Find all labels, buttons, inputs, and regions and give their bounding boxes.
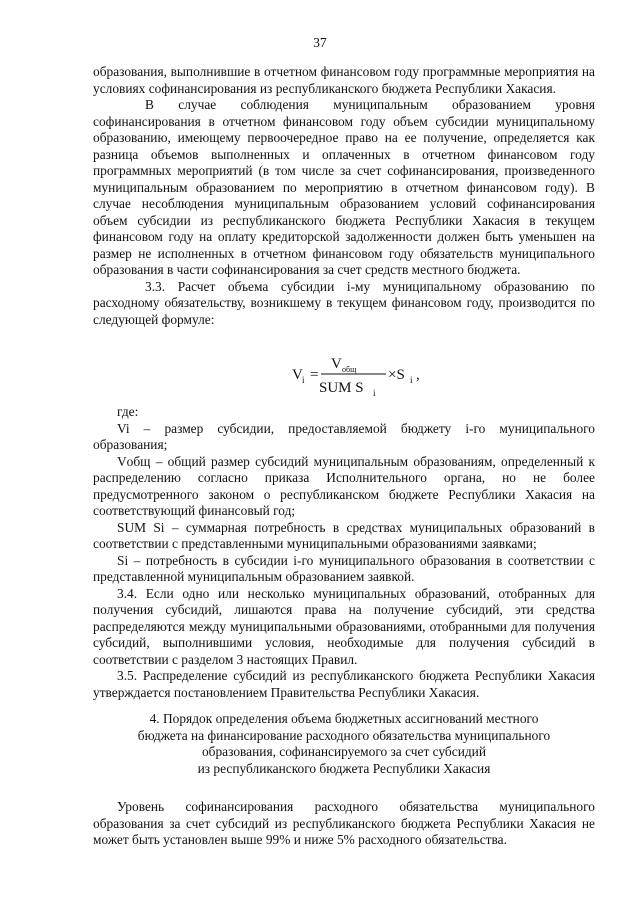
closing-block (93, 799, 595, 849)
formula-tail: , (416, 367, 420, 383)
section-4-heading (93, 711, 595, 777)
svg-text:=: = (310, 367, 319, 383)
definitions-block (93, 404, 595, 701)
paragraph-cofinancing-level: Уровень софинансирования расходного обязательства муниципального образования за счет субсидий из республиканского бюджета Республики Хакасия не может быть установлен выше 99% и ниже 5% расходного обязательства. (93, 799, 595, 847)
paragraph-cofinancing: В случае соблюдения муниципальным образованием уровня софинансирования в отчетном финансовом году объем субсидии муниципальному образованию, имеющему первоочередное право на ее получение, определяется как разница объемов выполненных и оплаченных в отчетном финансовом году программных мероприятий (в том числе за счет софинансирования, произведенного муниципальным образованием по мероприятию в отчетном финансовом году). В случае несоблюдения муниципальным образованием условий софинансирования объем субсидии из республиканского бюджета Республики Хакасия в текущем финансовом году на оплату кредиторской задолженности должен быть уменьшен на размер не исполненных в отчетном финансовом году обязательств муниципального образования в части софинансирования за счет средств местного бюджета. (93, 97, 595, 277)
paragraph-3-3: 3.3. Расчет объема субсидии i-му муниципальному образованию по расходному обязательству, возникшему в текущем финансовом году, производится по следующей формуле: (93, 278, 595, 327)
paragraph-3-5: 3.5. Распределение субсидий из республиканского бюджета Республики Хакасия утверждается постановлением Правительства Республики Хакасия. (93, 668, 595, 700)
definition-si: Si – потребность в субсидии i-го муниципального образования в соответствии с представленной муниципальным образованием заявкой. (93, 552, 595, 584)
heading-line-4: из республиканского бюджета Республики Хакасия (197, 760, 491, 776)
formula-numerator-sub: общ (342, 365, 357, 374)
formula-numerator: V (331, 356, 342, 372)
definition-vi: Vi – размер субсидии, предоставляемой бюджету i-го муниципального образования; (93, 420, 595, 452)
top-block (93, 64, 595, 328)
formula-denominator-sub: i (373, 388, 376, 398)
formula-times-sub: i (410, 375, 413, 385)
paragraph-3-4: 3.4. Если одно или несколько муниципальных образований, отобранных для получения субсидий, лишаются права на получение субсидий, эти средства распределяются между муниципальными образованиями, отобранными для получения субсидий, выполнившими условия, необходимые для получения субсидий в соответствии с разделом 3 настоящих Правил. (93, 585, 595, 667)
definition-vobsch: Vобщ – общий размер субсидий муниципальным образованиям, определенный к распределению согласно приказа Исполнительного органа, но не более предусмотренного законом о республиканском бюджете Республики Хакасия на соответствующий финансовый год; (93, 453, 595, 518)
formula-times: ×S (388, 367, 405, 383)
where-label: где: (117, 404, 139, 419)
formula-lhs-sub: i (302, 375, 305, 385)
heading-line-1: 4. Порядок определения объема бюджетных ассигнований местного (149, 711, 539, 726)
paragraph-continuation: образования, выполнившие в отчетном финансовом году программные мероприятия на условиях софинансирования из республиканского бюджета Республики Хакасия. (93, 64, 595, 96)
formula-denominator: SUM S (319, 380, 364, 396)
subsidy-formula (290, 352, 440, 400)
formula-lhs: V (292, 367, 303, 383)
heading-line-2: бюджета на финансирование расходного обязательства муниципального (137, 727, 551, 743)
heading-line-3: образования, софинансируемого за счет субсидий (201, 744, 487, 759)
page-number: 37 (313, 35, 327, 50)
definition-sum-si: SUM Si – суммарная потребность в средствах муниципальных образований в соответствии с представленными муниципальными образованиями заявками; (93, 519, 595, 551)
